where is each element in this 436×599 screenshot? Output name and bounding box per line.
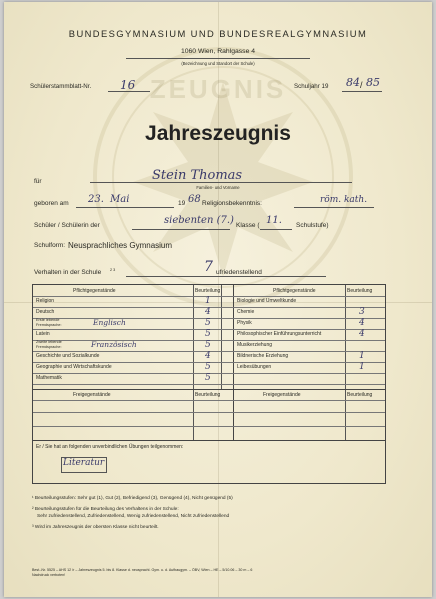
for-label: für — [34, 178, 42, 185]
subject-second-foreign-language: Zweite lebende — [36, 340, 62, 344]
elective-left-grade-header: Beurteilung — [195, 392, 221, 398]
school-year-start: 84 — [346, 76, 360, 89]
elective-header-line — [33, 400, 385, 401]
school-type-value: Neusprachliches Gymnasium — [68, 241, 173, 250]
grade-latin: 5 — [205, 329, 211, 339]
subject-second-foreign-language-sub: Fremdsprache: — [36, 344, 62, 349]
address-caption: (Bezeichnung und Standort der Schule) — [181, 61, 255, 66]
year-slash: / — [360, 80, 363, 90]
header-right-grade: Beurteilung — [347, 288, 373, 294]
grade-french: 5 — [205, 340, 211, 350]
subject-philosophy: Philosophischer Einführungsunterricht — [237, 331, 322, 337]
grade-deutsch: 4 — [205, 307, 211, 317]
name-caption: Familien- und Vorname — [196, 185, 240, 190]
grade-mathematics: 5 — [205, 373, 211, 383]
conduct-label: Verhalten in der Schule — [34, 269, 102, 276]
religion-underline — [294, 207, 374, 208]
exercises-box — [32, 440, 386, 484]
grade-philosophy: 4 — [359, 329, 365, 339]
conduct-underline — [126, 276, 326, 277]
zeugnis-watermark: ZEUGNIS — [149, 74, 287, 104]
subject-biology: Biologie und Umweltkunde — [237, 298, 297, 304]
subject-latin: Latein — [36, 331, 50, 337]
first-foreign-language-written: Englisch — [93, 318, 126, 327]
grade-physical-education: 1 — [359, 362, 365, 372]
class-underline — [132, 229, 230, 230]
subject-music: Musikerziehung — [237, 342, 273, 348]
school-year-label: Schuljahr 19 — [294, 83, 329, 90]
subject-history: Geschichte und Sozialkunde — [36, 353, 100, 359]
subject-physics: Physik — [237, 320, 252, 326]
elective-left-header: Freigegenstände — [73, 392, 111, 398]
grades-table — [32, 284, 386, 441]
grade-level-underline — [260, 229, 292, 230]
elective-right-grade-header: Beurteilung — [347, 392, 373, 398]
grade-chemistry: 3 — [359, 307, 365, 317]
subject-chemistry: Chemie — [237, 309, 255, 315]
reprint-notice: Nachdruck verboten! — [32, 573, 66, 577]
grade-physics: 4 — [359, 318, 365, 328]
certificate-paper — [4, 2, 432, 597]
birth-date-underline — [76, 207, 174, 208]
elective-right-header: Freigegenstände — [263, 392, 301, 398]
subject-first-foreign-language: Erste lebende — [36, 318, 60, 322]
grade-english: 5 — [205, 318, 211, 328]
register-underline — [108, 91, 150, 92]
footnote-3: ³ Wird im Jahreszeugnis der obersten Klasse nicht beurteilt. — [32, 525, 159, 530]
name-underline — [90, 182, 352, 183]
religion-label: Religionsbekenntnis: — [202, 200, 262, 207]
footnote-2: ² Beurteilungsstufen für die Beurteilung des Verhaltens in der Schule: — [32, 507, 179, 512]
birth-day: 23. — [88, 194, 104, 205]
class-value: siebenten (7.) — [164, 215, 234, 226]
grade-art: 1 — [359, 351, 365, 361]
grade-geography: 5 — [205, 362, 211, 372]
header-left-grade: Beurteilung — [195, 288, 221, 294]
class-label: Schüler / Schülerin der — [34, 222, 100, 229]
conduct-rating: ufriedenstellend — [216, 269, 262, 276]
class-label-c: Schulstufe) — [296, 222, 329, 229]
school-address: 1060 Wien, Rahlgasse 4 — [180, 48, 256, 55]
address-underline — [126, 58, 310, 59]
subject-religion: Religion — [36, 298, 55, 304]
register-number: 16 — [120, 78, 136, 92]
header-left-subjects: Pflichtgegenstände — [73, 288, 116, 294]
year-underline — [342, 91, 382, 92]
class-label-b: Klasse ( — [236, 222, 260, 229]
grade-religion: 1 — [205, 296, 211, 306]
elective-row-line-1 — [33, 412, 385, 413]
row-line-8 — [33, 384, 385, 385]
student-name: Stein Thomas — [152, 168, 243, 183]
form-info: Best.-Nr. 5525 – AHS 12 /r – Jahreszeugnis 5. bis 8. Klasse d. neusprachl. Gym. u. d. Aufbaugym. – ÖBV, Wien – HE – 5/10.06 – 30 m – 6 — [32, 568, 253, 572]
exercises-label: Er / Sie hat an folgenden unverbindlichen Übungen teilgenommen: — [36, 444, 184, 450]
subject-mathematics: Mathematik — [36, 375, 62, 381]
subject-deutsch: Deutsch — [36, 309, 55, 315]
document-title: Jahreszeugnis — [145, 122, 291, 145]
elective-section-top — [33, 389, 385, 390]
footnote-2-continued: Sehr zufriedenstellend, Zufriedenstellend, Wenig zufriedenstellend, Nicht zufriedenstellend — [37, 514, 230, 519]
elective-row-line-2 — [33, 426, 385, 427]
school-type-label: Schulform: — [34, 242, 66, 249]
religion-value: röm. kath. — [320, 195, 368, 205]
subject-geography: Geographie und Wirtschaftskunde — [36, 364, 112, 370]
school-name: BUNDESGYMNASIUM UND BUNDESREALGYMNASIUM — [68, 28, 368, 39]
footnote-1: ¹ Beurteilungsstufen: Sehr gut (1), Gut (2), Befriedigend (3), Genügend (4), Nicht genügend (5) — [32, 496, 233, 501]
exercises-entry-box — [61, 457, 107, 473]
subject-first-foreign-language-sub: Fremdsprache: — [36, 322, 62, 327]
exercises-entry: Literatur — [63, 458, 105, 468]
conduct-footnote-marker: 2 3 — [110, 268, 116, 272]
born-label: geboren am — [34, 200, 69, 207]
register-label: Schülerstammblatt-Nr. — [30, 83, 92, 90]
birth-month: Mai — [110, 194, 130, 205]
header-right-subjects: Pflichtgegenstände — [273, 288, 316, 294]
conduct-handwritten-z: 7 — [204, 259, 213, 275]
grade-level: 11. — [266, 215, 282, 226]
subject-art: Bildnerische Erziehung — [237, 353, 289, 359]
birth-year-prefix: 19 — [178, 200, 186, 207]
second-foreign-language-written: Französisch — [91, 340, 137, 349]
subject-physical-education: Leibesübungen — [237, 364, 272, 370]
grade-history: 4 — [205, 351, 211, 361]
birth-year: 68 — [188, 194, 201, 205]
school-year-end: 85 — [366, 76, 380, 89]
